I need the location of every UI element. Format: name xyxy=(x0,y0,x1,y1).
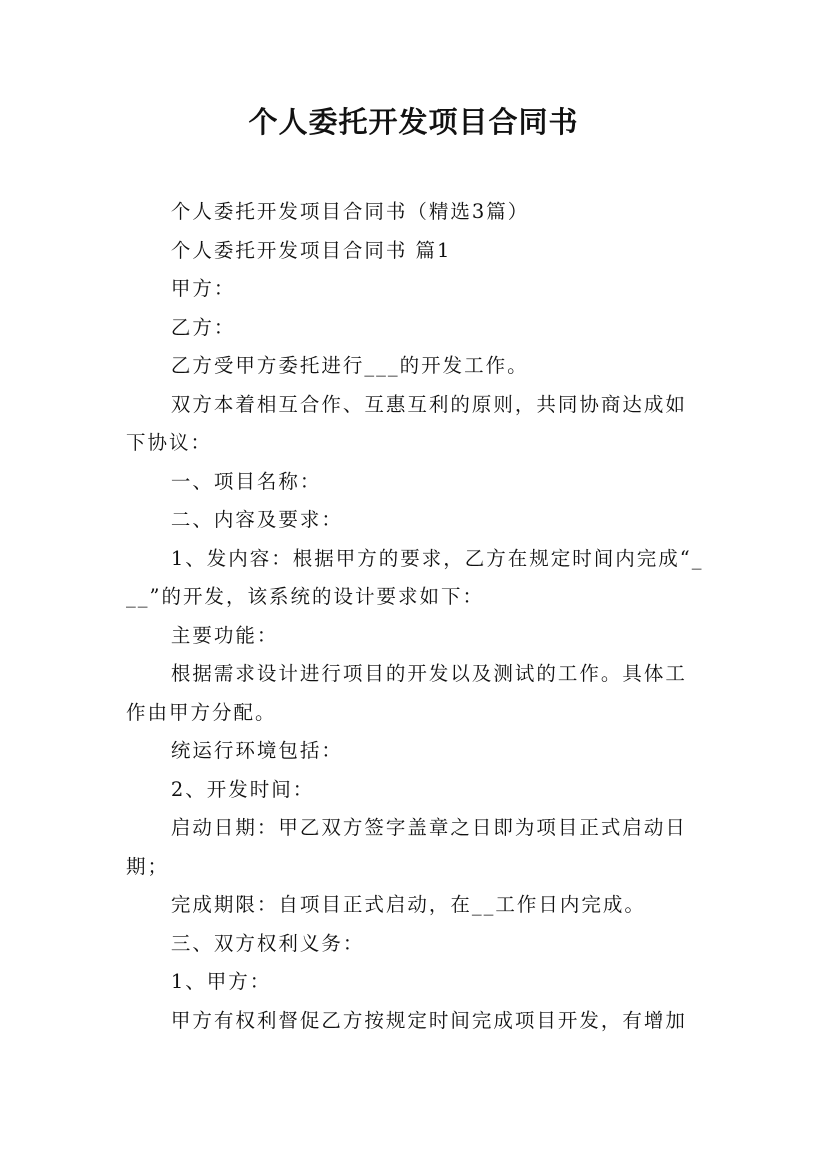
paragraph-rights-obligations: 三、双方权利义务： xyxy=(170,931,365,955)
paragraph-deadline: 完成期限：自项目正式启动，在__工作日内完成。 xyxy=(170,893,646,916)
paragraph-party-b: 乙方： xyxy=(170,315,236,339)
paragraph-development-content: 1、发内容：根据甲方的要求，乙方在规定时间内完成“___”的开发，该系统的设计要求如下： xyxy=(126,546,704,608)
paragraph-work-description: 根据需求设计进行项目的开发以及测试的工作。具体工作由甲方分配。 xyxy=(126,662,687,724)
paragraph-main-functions: 主要功能： xyxy=(170,623,279,647)
paragraph-subtitle: 个人委托开发项目合同书（精选3篇） xyxy=(170,200,530,223)
paragraph-development-time: 2、开发时间： xyxy=(170,777,315,801)
document-body xyxy=(126,193,706,1040)
paragraph-party-a-rights: 甲方有权利督促乙方按规定时间完成项目开发，有增加 xyxy=(170,1008,687,1032)
document-title: 个人委托开发项目合同书 xyxy=(248,105,579,139)
paragraph-commission: 乙方受甲方委托进行___的开发工作。 xyxy=(170,354,529,377)
paragraph-environment: 统运行环境包括： xyxy=(170,739,343,762)
paragraph-party-a-heading: 1、甲方： xyxy=(170,970,272,993)
paragraph-section-heading: 个人委托开发项目合同书 篇1 xyxy=(170,238,452,262)
paragraph-party-a: 甲方： xyxy=(170,277,236,300)
paragraph-project-name: 一、项目名称： xyxy=(170,469,322,493)
paragraph-start-date: 启动日期：甲乙双方签字盖章之日即为项目正式启动日期； xyxy=(126,816,687,878)
paragraph-content-requirements: 二、内容及要求： xyxy=(170,508,343,531)
paragraph-agreement: 双方本着相互合作、互惠互利的原则，共同协商达成如下协议： xyxy=(126,392,687,454)
